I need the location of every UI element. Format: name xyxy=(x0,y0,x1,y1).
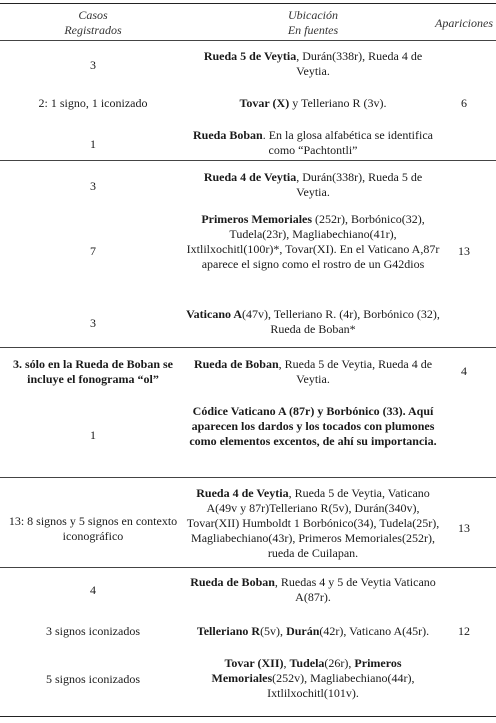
ubicacion-cell xyxy=(186,96,440,111)
source-text: (5v), xyxy=(260,624,287,638)
ubicacion-cell xyxy=(186,49,440,79)
casos-cell: 3 xyxy=(90,316,96,330)
ubicacion-cell xyxy=(186,404,440,449)
table-top-rule xyxy=(0,3,496,4)
source-text: . En la glosa alfabética se identifica como “Pachtontli” xyxy=(262,128,433,157)
apariciones-cell: 13 xyxy=(458,244,470,258)
header-casos-line2: Registrados xyxy=(64,23,122,37)
source-name-bold: Primeros Memoriales xyxy=(211,656,402,685)
ubicacion-cell xyxy=(186,357,440,387)
table-bottom-rule xyxy=(0,716,496,717)
casos-cell: 3 xyxy=(90,58,96,72)
source-text: , xyxy=(283,656,290,670)
ubicacion-cell xyxy=(186,170,440,200)
source-name-bold: Tudela xyxy=(289,656,325,670)
casos-cell: 3. sólo en la Rueda de Boban se incluye el fonograma “ol” xyxy=(12,357,174,386)
apariciones-cell: 12 xyxy=(458,624,470,638)
ubicacion-cell xyxy=(186,656,440,701)
source-name-bold: Rueda 5 de Veytia xyxy=(203,49,297,63)
group-rule xyxy=(0,477,496,478)
header-rule xyxy=(0,40,496,41)
ubicacion-cell xyxy=(186,128,440,158)
source-name-bold: Rueda Boban xyxy=(193,128,263,142)
source-text: , Rueda 5 de Veytia, Vaticano A(49v y 87r)Telleriano R(5v), Durán(340v), Tovar(XII) Humboldt 1 Borbónico(34), Tudela(25r), Magliabechiano(43r), Primeros Memoriales(252r), rueda de Cuilapan. xyxy=(186,486,440,560)
source-text: (42r), Vaticano A(45r). xyxy=(319,624,430,638)
group-rule xyxy=(0,347,496,348)
header-apariciones: Apariciones xyxy=(435,16,493,30)
source-name-bold: Primeros Memoriales xyxy=(201,212,313,226)
source-name-bold: Telleriano R xyxy=(196,624,261,638)
source-text: , Durán(338r), Rueda 4 de Veytia. xyxy=(296,49,423,78)
source-name-bold: Rueda 4 de Veytia xyxy=(203,170,297,184)
casos-cell: 1 xyxy=(90,137,96,151)
casos-cell: 7 xyxy=(90,244,96,258)
source-name-bold: Rueda 4 de Veytia xyxy=(196,486,289,500)
casos-cell: 3 signos iconizados xyxy=(46,624,140,638)
casos-cell: 1 xyxy=(90,428,96,442)
header-ubicacion-line1: Ubicación xyxy=(288,8,338,22)
apariciones-cell: 6 xyxy=(461,96,467,110)
apariciones-cell: 4 xyxy=(461,364,467,378)
source-name-bold: Rueda de Boban xyxy=(193,357,279,371)
source-text: y Telleriano R (3v). xyxy=(289,96,387,110)
source-text: (252v), Magliabechiano(44r), Ixtlilxochitl(101v). xyxy=(267,671,415,700)
source-text: (47v), Telleriano R. (4r), Borbónico (32), Rueda de Boban* xyxy=(242,307,440,336)
ubicacion-cell xyxy=(186,212,440,272)
header-casos xyxy=(0,8,186,38)
casos-cell: 5 signos iconizados xyxy=(46,672,140,686)
casos-cell: 3 xyxy=(90,179,96,193)
source-name-bold: Tovar (X) xyxy=(239,96,290,110)
header-ubicacion xyxy=(186,8,440,38)
source-name-bold: Durán xyxy=(286,624,320,638)
source-text: , Durán(338r), Rueda 5 de Veytia. xyxy=(296,170,423,199)
group-rule xyxy=(0,567,496,568)
header-casos-line1: Casos xyxy=(78,8,108,22)
casos-cell: 13: 8 signos y 5 signos en contexto iconográfico xyxy=(8,514,178,543)
source-name-bold: Códice Vaticano A (87r) y Borbónico (33). Aquí aparecen los dardos y los tocados con plumones como elementos excentos, de ahí su importancia. xyxy=(189,404,437,448)
source-text: , Ruedas 4 y 5 de Veytia Vaticano A(87r). xyxy=(274,575,436,604)
source-name-bold: Vaticano A xyxy=(186,307,242,321)
source-name-bold: Rueda de Boban xyxy=(190,575,275,589)
group-rule xyxy=(0,160,496,161)
source-text: , Rueda 5 de Veytia, Rueda 4 de Veytia. xyxy=(278,357,433,386)
ubicacion-cell xyxy=(186,575,440,605)
source-text: (252r), Borbónico(32), Tudela(23r), Magliabechiano(41r), Ixtlilxochitl(100r)*, Tovar(XI). En el Vaticano A,87r aparece el signo como el rostro de un G42dios xyxy=(186,212,440,271)
header-ubicacion-line2: En fuentes xyxy=(287,23,339,37)
ubicacion-cell xyxy=(186,307,440,337)
source-name-bold: Tovar (XII) xyxy=(224,656,284,670)
casos-cell: 4 xyxy=(90,583,96,597)
source-text: (26r), xyxy=(324,656,355,670)
apariciones-cell: 13 xyxy=(458,521,470,535)
casos-cell: 2: 1 signo, 1 iconizado xyxy=(38,96,148,110)
ubicacion-cell xyxy=(186,486,440,561)
ubicacion-cell xyxy=(186,624,440,639)
